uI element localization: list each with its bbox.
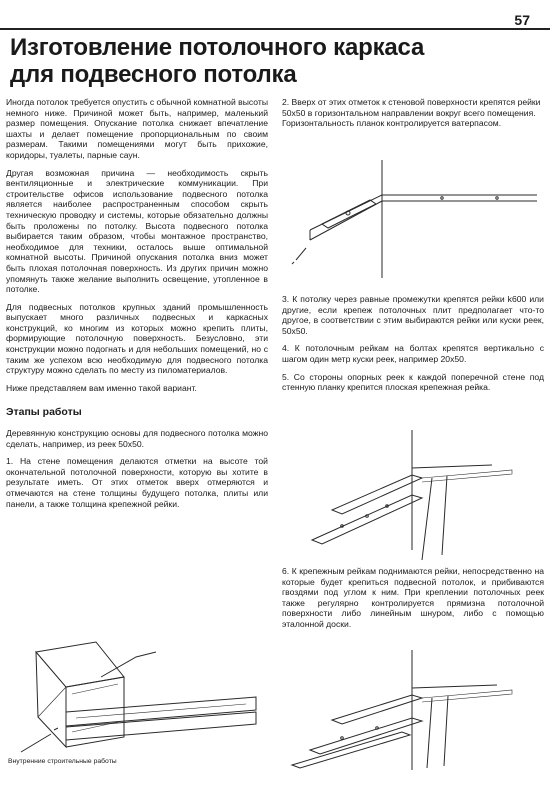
step-4-text: 4. К потолочным рейкам на болтах крепятся вертикально с шагом один метр куски реек, например 20x50.: [282, 343, 544, 364]
paragraph-reasons: Другая возможная причина — необходимость скрыть вентиляционные и электрические коммуникации. При строительстве офисов использование подвесного потолка является наиболее распространенным способом скрыть техническую проводку и системы, которые обязательно должны быть проложены по потолку. Высота подвесного потолка выбирается таким образом, чтобы монтажное пространство, необходимое для техники, осталось выше оптимальной комнатной высоты. Причиной опускания потолка вниз может быть плохая потолочная поверхность. Из других причин можно упомянуть также желание выполнить освещение, утопленное в потолке.: [6, 167, 268, 295]
page-title: [10, 34, 540, 88]
step-6-block: [282, 566, 544, 637]
step-2-text: 2. Вверх от этих отметок к стеновой поверхности крепятся рейки 50x50 в горизонтальном направлении вокруг всего помещения. Горизонтальность планок контролируется ватерпасом.: [282, 97, 541, 129]
step-3-text: 3. К потолку через равные промежутки крепятся рейки k600 или другие, если крепеж потолочных плит предполагает что-то другое, в соответствии с этим выбираются рейки или куски реек, 50x50.: [282, 294, 544, 336]
step-5-text: 5. Со стороны опорных реек к каждой поперечной стене под стенную планку крепится плоская крепежная рейка.: [282, 371, 544, 393]
page-number: 57: [514, 12, 530, 28]
title-line-2: для подвесного потолка: [10, 61, 297, 88]
header-rule: [0, 28, 550, 30]
illustration-ceiling-hangers: [282, 430, 544, 560]
step-1-text: 1. На стене помещения делаются отметки на высоте той окончательной потолочной поверхности, которую вы хотите в результате иметь. От этих отметок вверх отмеряются и отмечаются на стене толщины будущего потолка, плиты или панели, а также толщина крепежной рейки.: [6, 456, 268, 509]
illustration-wall-batten-level: [282, 160, 544, 280]
paragraph-construction: Деревянную конструкцию основы для подвесного потолка можно сделать, например, из реек 50x50.: [6, 428, 268, 449]
step-6-text: 6. К крепежным рейкам поднимаются рейки, непосредственно на которые будет крепиться подвесной потолок, и прибиваются гвоздями под углом к ним. При креплении потолочных реек также регулярно контролируется прямизна потолочной поверхности либо линейным шнуром, либо с помощью эталонной доски.: [282, 566, 544, 629]
paragraph-variant: Ниже представляем вам именно такой вариант.: [6, 382, 197, 393]
section-heading-stages: Этапы работы: [6, 406, 82, 419]
illustration-finished-frame: [282, 650, 544, 775]
paragraph-industry: Для подвесных потолков крупных зданий промышленность выпускает много различных подвесных и каркасных конструкций, ко многим из которых можно крепить плиты, формирующие потолочную поверхность. Безусловно, эти конструкции можно подогнать и для небольших помещений, но с таким же успехом всю необходимую для подвесного потолка структуру можно сделать по месту из пиломатериалов.: [6, 301, 268, 376]
step-2-block: [282, 97, 544, 133]
paragraph-intro: Иногда потолок требуется опустить с обычной комнатной высоты немного ниже. Причиной может быть, например, маленький размер помещения. Опускание потолка снижает впечатление шахты и делает помещение пропорциональным по своим размерам. Такими помещениями могут быть прихожие, коридоры, туалеты, парные саун.: [6, 97, 268, 160]
illustration-beam-assembly: [6, 632, 268, 757]
page-footer: Внутренние строительные работы: [8, 758, 117, 765]
left-column: [6, 97, 268, 516]
title-line-1: Изготовление потолочного каркаса: [10, 34, 425, 61]
steps-3-5-block: [282, 294, 544, 400]
